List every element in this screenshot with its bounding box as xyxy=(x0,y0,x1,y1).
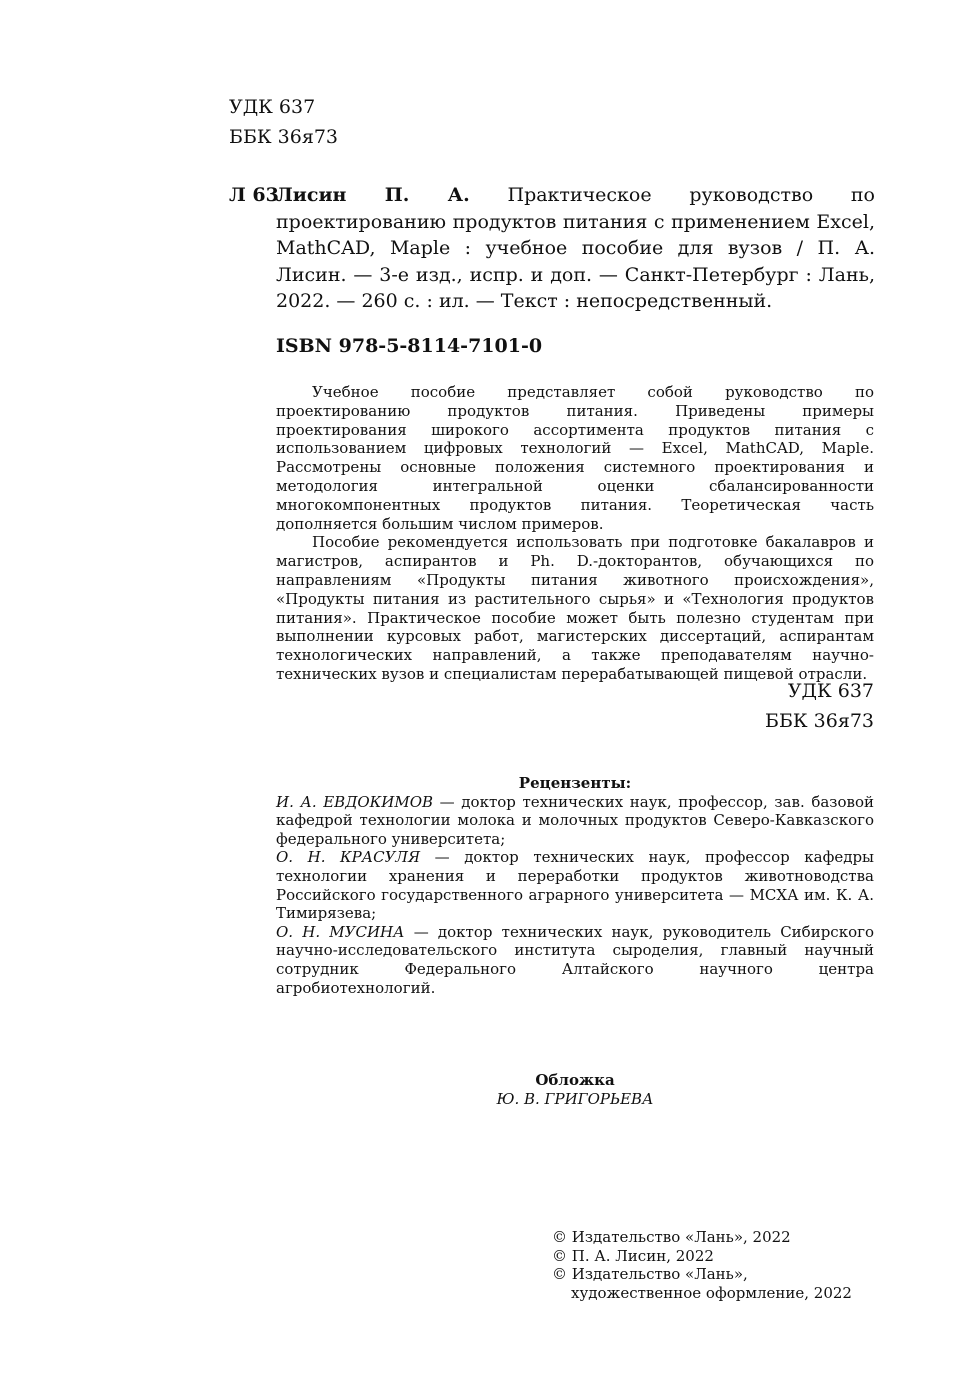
copyright-line: © Издательство «Лань», 2022 xyxy=(552,1228,791,1246)
bbk-code: ББК 36я73 xyxy=(764,710,874,732)
reviewer-entry xyxy=(276,848,874,922)
description-text: Практическое руководство по проектированию продуктов питания с применением Excel, MathCAD, Maple : учебное пособие для вузов / П. А. Лисин. — 3-е изд., испр. и доп. — Санкт-Петербург : Лань, 2022. — 260 с. : ил. — Текст : непосредственный. xyxy=(276,184,875,312)
reviewer-description: — доктор технических наук, руководитель Сибирского научно-исследовательского института сыроделия, главный научный сотрудник Федерального Алтайского научного центра агробиотехнологий. xyxy=(276,922,874,997)
bibliographic-record xyxy=(229,182,875,315)
cover-label: Обложка xyxy=(535,1071,615,1089)
udk-code: УДК 637 xyxy=(229,96,316,118)
reviewer-entry xyxy=(276,793,874,849)
bibliographic-description xyxy=(276,182,875,315)
cover-artist: Ю. В. ГРИГОРЬЕВА xyxy=(496,1089,654,1108)
reviewer-description: — доктор технических наук, профессор кафедры технологии хранения и переработки продуктов животноводства Российского государственного аграрного университета — МСХА им. К. А. Тимирязева; xyxy=(276,848,874,923)
copyright-block xyxy=(552,1228,852,1302)
udk-block-bottom xyxy=(765,676,874,736)
reviewer-description: — доктор технических наук, профессор, зав. базовой кафедрой технологии молока и молочных продуктов Северо-Кавказского федерального университета; xyxy=(276,792,874,848)
reviewer-name: И. А. ЕВДОКИМОВ xyxy=(276,792,434,811)
isbn: ISBN 978-5-8114-7101-0 xyxy=(276,335,543,357)
copyright-line: © П. А. Лисин, 2022 xyxy=(552,1246,714,1265)
udk-code: УДК 637 xyxy=(787,680,874,702)
reviewer-name: О. Н. МУСИНА xyxy=(276,922,405,941)
annotation xyxy=(276,383,874,684)
cover-credit xyxy=(276,1071,874,1108)
reviewer-entry xyxy=(276,923,874,997)
reviewers-section xyxy=(276,774,874,997)
copyright-line: художественное оформление, 2022 xyxy=(571,1283,852,1302)
copyright-line: © Издательство «Лань», xyxy=(552,1265,748,1284)
author-name: Лисин П. А. xyxy=(276,184,470,206)
author-sign: Л 63 xyxy=(229,184,279,206)
bbk-code: ББК 36я73 xyxy=(229,126,339,148)
udk-block-top xyxy=(229,92,338,152)
reviewers-heading: Рецензенты: xyxy=(518,774,632,792)
annotation-paragraph: Учебное пособие представляет собой руководство по проектированию продуктов питания. Приведены примеры проектирования широкого ассортимента продуктов питания с использованием цифровых технологий — Excel, MathCAD, Maple. Рассмотрены основные положения системного проектирования и методология интегральной оценки сбалансированности многокомпонентных продуктов питания. Теоретическая часть дополняется большим числом примеров. xyxy=(276,383,874,533)
annotation-paragraph: Пособие рекомендуется использовать при подготовке бакалавров и магистров, аспирантов и Ph. D.-докторантов, обучающихся по направлениям «Продукты питания животного происхождения», «Продукты питания из растительного сырья» и «Технология продуктов питания». Практическое пособие может быть полезно студентам при выполнении курсовых работ, магистерских диссертаций, аспирантам технологических направлений, а также преподавателям научно-технических вузов и специалистам перерабатывающей пищевой отрасли. xyxy=(276,533,874,683)
reviewer-name: О. Н. КРАСУЛЯ xyxy=(276,848,421,867)
